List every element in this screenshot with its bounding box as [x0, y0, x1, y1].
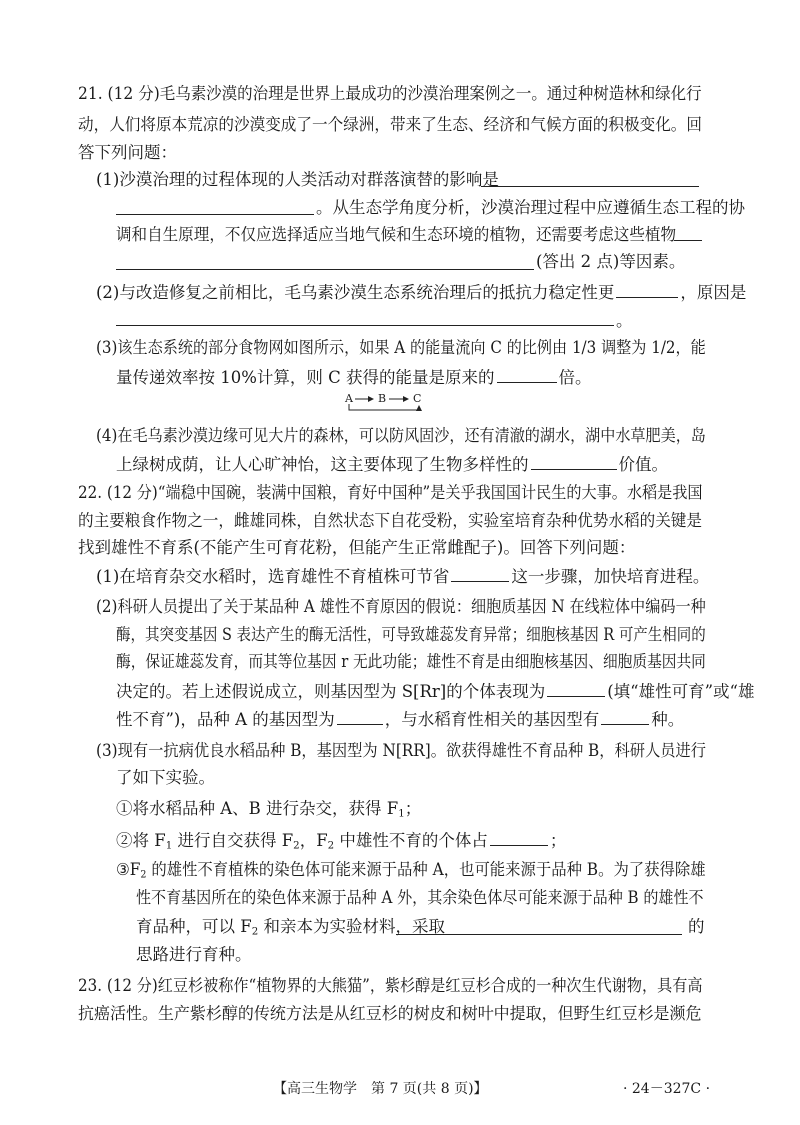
q21-part2-answer-line	[116, 325, 614, 326]
q21-stem-line1: 21. (12 分)毛乌素沙漠的治理是世界上最成功的沙漠治理案例之一。通过种树造林和绿化行	[78, 84, 702, 103]
q22-stem-line2: 的主要粮食作物之一，雌雄同株，自然状态下自花受粉，实验室培育杂种优势水稻的关键是	[78, 511, 702, 530]
q22-stem-line1: 22. (12 分)“端稳中国碗，装满中国粮，育好中国种”是关乎我国国计民生的大事。水稻是我国	[78, 483, 703, 502]
q21-part3-line2	[116, 366, 592, 388]
q21-part2-line1	[96, 281, 746, 303]
q22-part1-blank	[451, 565, 509, 582]
q22-step3-subscript: 2	[140, 869, 147, 881]
q22-step2-text-d: 中雄性不育的个体占	[334, 831, 488, 850]
q22-part3-text-b: 了如下实验。	[116, 768, 215, 787]
q22-stem-line3: 找到雄性不育系(不能产生可育花粉，但能产生正常雌配子)。回答下列问题：	[78, 538, 636, 557]
q21-stem-line2: 动，人们将原本荒凉的沙漠变成了一个绿洲，带来了生态、经济和气候方面的积极变化。回	[78, 115, 702, 134]
q22-step3-text-c3: 的	[688, 917, 705, 936]
q22-step3-text-b: 性不育基因所在的染色体来源于品种 A 外，其余染色体尽可能来源于品种 B 的雄性不	[136, 888, 704, 907]
q22-step2-sub2: 2	[293, 840, 300, 852]
q21-part1-text-b: 。从生态学角度分析，沙漠治理过程中应遵循生态工程的协	[316, 198, 745, 217]
footer-exam-code: · 24－327C ·	[623, 1081, 711, 1097]
q22-part2-blank-count	[601, 708, 649, 725]
q22-part2-text-h: 种。	[651, 710, 685, 729]
q22-part2-text-b: 酶，其突变基因 S 表达产生的酶无活性，可导致雄蕊发育异常；细胞核基因 R 可产生相同的	[116, 625, 706, 644]
q21-stem-line3: 答下列问题：	[78, 143, 177, 162]
q22-step1-text: ①将水稻品种 A、B 进行杂交，获得 F	[116, 799, 399, 818]
q21-part3-text-a: (3)该生态系统的部分食物网如图所示，如果 A 的能量流向 C 的比例由 1/3 调整为 1/2，能	[96, 338, 706, 357]
q22-step3-text-d: 思路进行育种。	[136, 945, 252, 964]
q21-part2-text-b: ，原因是	[680, 283, 747, 302]
q22-step2-text-c: ，F	[299, 831, 328, 850]
q22-part2-text-c: 酶，保证雄蕊发育，而其等位基因 r 无此功能；雄性不育是由细胞核基因、细胞质基因共同	[116, 652, 706, 671]
q21-part1-answer-line-3	[674, 240, 702, 241]
q21-part1-answer-line-4	[116, 269, 534, 270]
q23-stem-line1: 23. (12 分)红豆杉被称作“植物界的大熊猫”，紫杉醇是红豆杉合成的一种次生代谢物，具有高	[78, 976, 703, 995]
q22-part2-line5	[116, 708, 684, 730]
q22-part2-line4	[116, 680, 754, 702]
q21-part1-answer-line-1	[481, 186, 699, 187]
q22-step3-text-c1: 育品种，可以 F	[136, 917, 252, 936]
q22-part2-text-g: ，与水稻育性相关的基因型有	[384, 710, 600, 729]
q22-part2-text-e: (填“雄性可育”或“雄	[607, 682, 755, 701]
q21-part2-blank	[616, 281, 678, 298]
q21-part3-blank	[497, 366, 557, 383]
q21-part3-text-b: 量传递效率按 10%计算，则 C 获得的能量是原来的	[116, 368, 495, 387]
food-web-node-b: B	[378, 392, 387, 405]
q21-part4-blank	[531, 453, 617, 470]
q21-part3-text-c: 倍。	[558, 368, 592, 387]
food-web-node-c: C	[413, 392, 422, 405]
q22-step2	[116, 829, 566, 857]
q22-step2-text-a: ②将 F	[116, 831, 166, 850]
page-footer	[0, 1078, 800, 1100]
q22-part1-text-a: (1)在培育杂交水稻时，选育雄性不育植株可节省	[96, 567, 450, 586]
q21-part2-text-c: 。	[616, 311, 633, 330]
q23-stem-line2: 抗癌活性。生产紫杉醇的传统方法是从红豆杉的树皮和树叶中提取，但野生红豆杉是濒危	[78, 1004, 702, 1023]
q21-part2-text-a: (2)与改造修复之前相比，毛乌素沙漠生态系统治理后的抵抗力稳定性更	[96, 283, 615, 302]
q22-step1-subscript: 1	[398, 808, 405, 820]
q21-part1-text-d: (答出 2 点)等因素。	[536, 252, 686, 271]
food-web-diagram	[343, 392, 433, 414]
q22-step3-line1	[116, 860, 706, 886]
q22-part3-text-a: (3)现有一抗病优良水稻品种 B，基因型为 N[RR]。欲获得雄性不育品种 B，科研人员进行	[96, 741, 707, 760]
q21-part1-answer-line-2	[116, 214, 314, 215]
q22-step2-blank	[490, 829, 548, 846]
q22-part2-text-d: 决定的。若上述假说成立，则基因型为 S[Rr]的个体表现为	[116, 682, 546, 701]
q22-part2-text-a: (2)科研人员提出了关于某品种 A 雄性不育原因的假说：细胞质基因 N 在线粒体中编码一种	[96, 597, 706, 616]
q22-step2-sub1: 1	[165, 840, 173, 852]
q22-step1	[116, 799, 421, 825]
q22-step3-prefix: ③F	[116, 860, 141, 879]
q21-part1-text-c: 调和自生原理，不仅应选择适应当地气候和生态环境的植物，还需要考虑这些植物	[116, 225, 676, 244]
food-web-node-a: A	[345, 392, 353, 405]
q22-step3-line3	[136, 917, 445, 943]
q21-part4-line2	[116, 453, 668, 475]
q22-step1-end: ；	[404, 799, 422, 818]
q22-step2-text-b: 进行自交获得 F	[172, 831, 294, 850]
q21-part1-text-a: (1)沙漠治理的过程体现的人类活动对群落演替的影响是	[96, 170, 499, 189]
q22-step2-text-e: ；	[549, 831, 567, 850]
q22-part1-line	[96, 565, 709, 587]
q21-part4-text-c: 价值。	[618, 455, 668, 474]
q22-step2-sub3: 2	[327, 840, 335, 852]
footer-page-info: 【高三生物学 第 7 页(共 8 页)】	[273, 1081, 488, 1097]
q21-part4-text-a: (4)在毛乌素沙漠边缘可见大片的森林，可以防风固沙，还有清澈的湖水，湖中水草肥美，岛	[96, 426, 706, 445]
q22-part2-text-f: 性不育”)，品种 A 的基因型为	[116, 710, 335, 729]
q21-part1-line1	[96, 170, 499, 190]
q22-step3-text-a: 的雄性不育植株的染色体可能来源于品种 A，也可能来源于品种 B。为了获得除雄	[146, 860, 706, 879]
q22-step3-text-c2: 和亲本为实验材料，采取	[258, 917, 445, 936]
q22-part2-blank-genotype	[337, 708, 383, 725]
q22-part1-text-b: 这一步骤，加快培育进程。	[511, 567, 710, 586]
q22-step3-c-subscript: 2	[251, 926, 259, 938]
q21-part4-text-b: 上绿树成荫，让人心旷神怡，这主要体现了生物多样性的	[116, 455, 529, 474]
q22-step3-answer-line	[396, 934, 682, 935]
q22-part2-blank-phenotype	[547, 680, 605, 697]
